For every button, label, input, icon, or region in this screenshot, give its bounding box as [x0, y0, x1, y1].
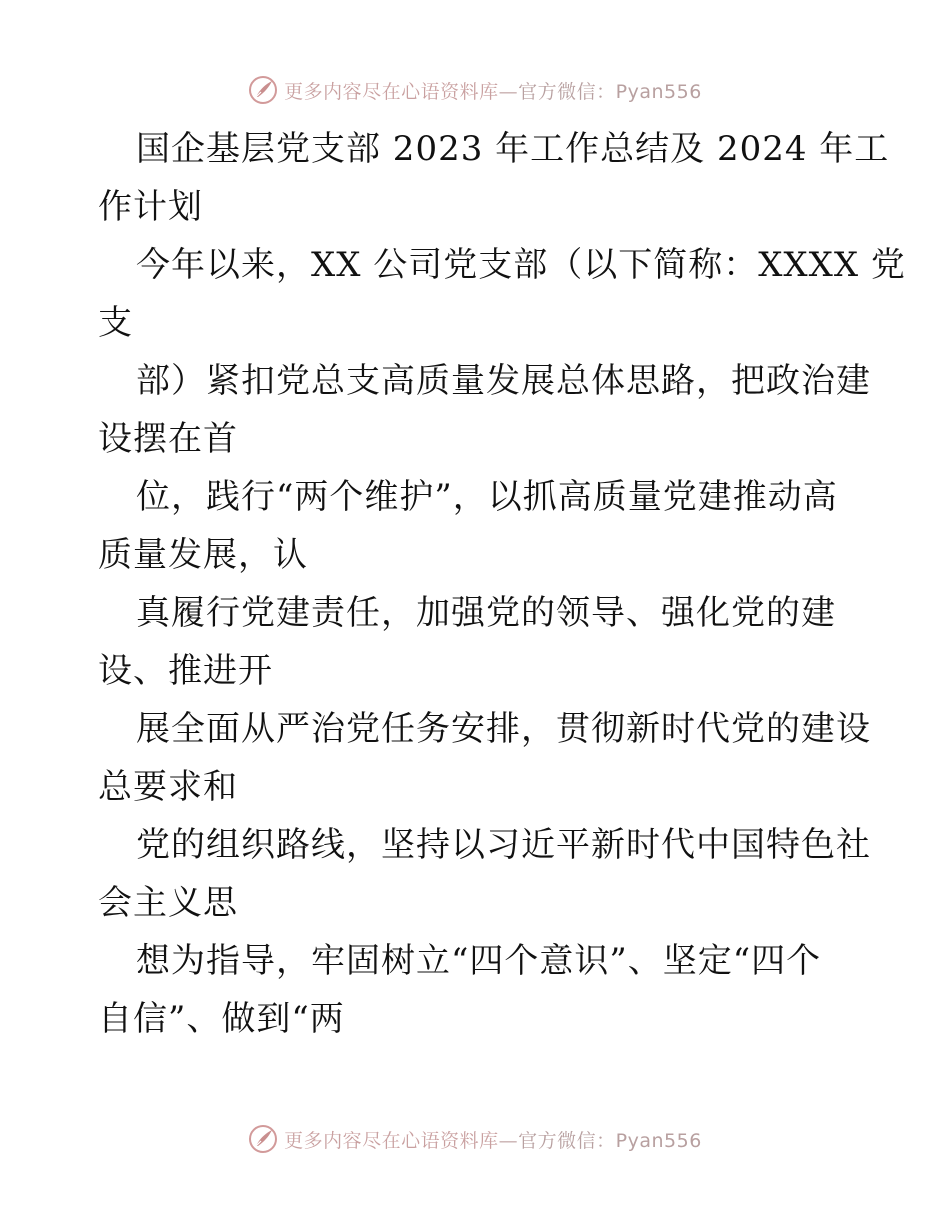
paragraph-line: 总要求和 [98, 767, 238, 807]
paragraph-line: 位，践行“两个维护”，以抓高质量党建推动高 [136, 477, 838, 517]
watermark-wechat-text: 官方微信：Pyan556 [518, 80, 702, 103]
document-body [98, 120, 906, 1048]
paragraph-line: 设摆在首 [98, 419, 238, 459]
paragraph-line: 真履行党建责任，加强党的领导、强化党的建 [136, 593, 836, 633]
watermark-site-text: 更多内容尽在心语资料库 [284, 1129, 499, 1152]
watermark-text [284, 1126, 702, 1153]
quill-logo-icon [248, 1124, 278, 1154]
watermark-separator: — [498, 80, 519, 103]
paragraph-line: 今年以来，XX 公司党支部（以下简称：XXXX 党 [136, 245, 906, 285]
watermark-separator: — [498, 1129, 519, 1152]
paragraph-line: 自信”、做到“两 [98, 999, 345, 1039]
header-watermark [0, 70, 950, 110]
paragraph-line: 想为指导，牢固树立“四个意识”、坚定“四个 [136, 941, 822, 981]
paragraph-line: 设、推进开 [98, 651, 273, 691]
paragraph-line: 会主义思 [98, 883, 238, 923]
paragraph-line: 支 [98, 303, 133, 343]
quill-logo-icon [248, 75, 278, 105]
paragraph-line: 党的组织路线，坚持以习近平新时代中国特色社 [136, 825, 871, 865]
paragraph-line: 展全面从严治党任务安排，贯彻新时代党的建设 [136, 709, 871, 749]
watermark-wechat-text: 官方微信：Pyan556 [518, 1129, 702, 1152]
watermark-text [284, 77, 702, 104]
paragraph-line: 部）紧扣党总支高质量发展总体思路，把政治建 [136, 361, 871, 401]
footer-watermark [0, 1119, 950, 1159]
watermark-site-text: 更多内容尽在心语资料库 [284, 80, 499, 103]
paragraph-line: 质量发展，认 [98, 535, 308, 575]
title-line-1: 国企基层党支部 2023 年工作总结及 2024 年工 [136, 129, 890, 169]
title-line-2: 作计划 [98, 187, 203, 227]
